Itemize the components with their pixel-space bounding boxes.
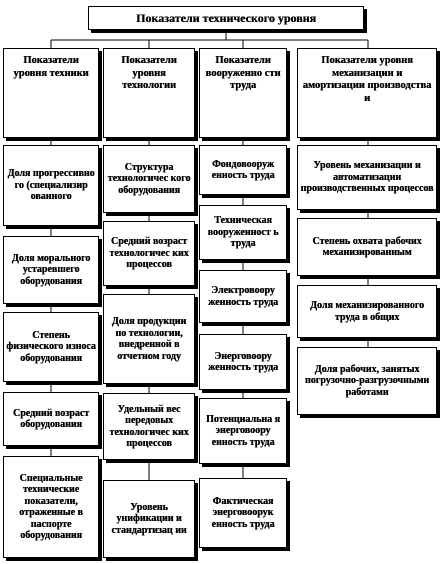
indicator-share-progressive-equipment: Доля прогрессивно го (специализир ованного	[3, 145, 99, 226]
indicator-share-loading-workers: Доля рабочих, занятых погрузочно-разгрузочными работами	[297, 347, 437, 415]
indicator-technical-labor-equipment: Техническая вооруженност ь труда	[199, 205, 287, 260]
diagram-title: Показатели технического уровня	[88, 6, 364, 30]
indicator-unification-standardization: Уровень унификации и стандартизац ии	[103, 480, 195, 558]
indicator-average-equipment-age: Средний возраст оборудования	[3, 392, 99, 446]
indicator-worker-mechanization-coverage: Степень охвата рабочих механизированным	[297, 218, 437, 276]
indicator-share-obsolete-equipment: Доля морального устаревшего оборудования	[3, 236, 99, 304]
indicator-electric-labor-equipment: Электровоору женность труда	[199, 270, 287, 323]
category-header-labor-equipment: Показатели вооруженно сти труда	[199, 48, 287, 138]
category-header-mechanization: Показатели уровня механизации и амортизации производства и	[297, 48, 437, 138]
indicator-energy-labor-equipment: Энерговоору женность труда	[199, 334, 287, 390]
indicator-potential-energy-equipment: Потенциальна я энерговоору енность труда	[199, 398, 287, 464]
category-header-technology: Показатели уровня технологии	[103, 48, 195, 138]
indicator-capital-labor-ratio: Фондовооруж енность труда	[199, 145, 287, 195]
indicator-technological-equipment-structure: Структура технологичес кого оборудования	[103, 145, 195, 213]
indicator-share-advanced-processes: Удельный вес передовых технологичес ких процессов	[103, 393, 195, 460]
indicator-physical-wear-degree: Степень физического износа оборудования	[3, 312, 99, 382]
indicator-mechanization-automation-level: Уровень механизации и автоматизации производственных процессов	[297, 145, 437, 210]
indicator-share-new-technology-output: Доля продукции по технологии, внедренной в отчетном году	[103, 294, 195, 384]
indicator-special-technical-parameters: Специальные технические показатели, отраженные в паспорте оборудования	[3, 456, 99, 558]
category-header-technique: Показатели уровня техники	[3, 48, 99, 138]
indicator-actual-energy-equipment: Фактическая энерговоорук енность труда	[199, 478, 287, 548]
indicator-average-process-age: Средний возраст технологичес ких процессов	[103, 221, 195, 286]
indicator-share-mechanized-labor: Доля механизированного труда в общих	[297, 285, 437, 338]
